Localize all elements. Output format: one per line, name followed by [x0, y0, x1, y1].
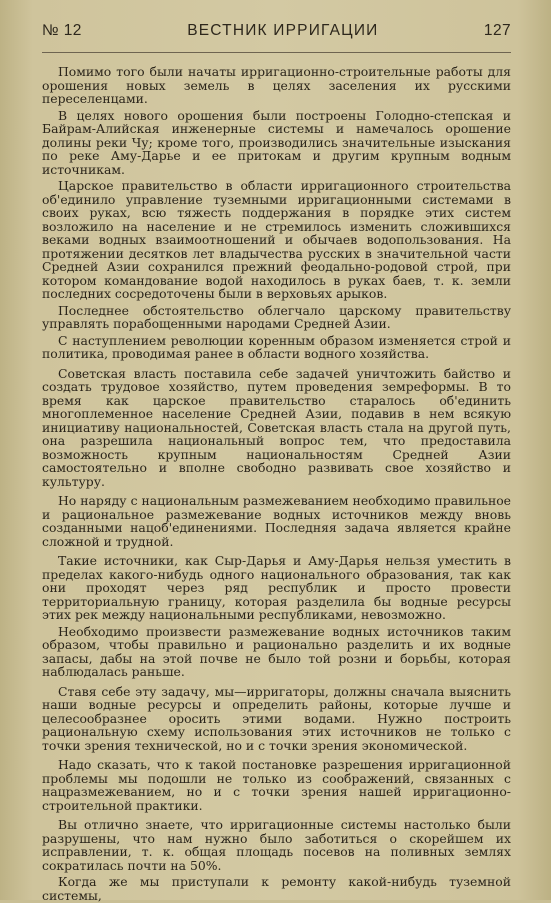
paragraph: Советская власть поставила себе задачей уничтожить байство и создать трудовое хозяйство, путем проведения земреформы. В то время как царское правительство старалось об'единить многоплеменное население Средней Азии, подавив в нем всякую инициативу национальностей, Советская власть стала на другой путь, она разрешила национальный вопрос тем, что предоставила возможность крупным национальностям Средней Азии самостоятельно и вполне свободно развивать свое хозяйство и культуру. — [42, 365, 511, 489]
paragraph: Но наряду с национальным размежеванием необходимо правильное и рациональное размежевание водных источников между вновь созданными нацоб'единениями. Последняя задача является крайне сложной и трудной. — [42, 493, 511, 549]
article-body — [42, 53, 511, 902]
paragraph: Царское правительство в области ирригационного строительства об'единило управление туземными ирригационными системами в своих руках, всю тяжесть поддержания в порядке этих систем возложило на население и не стремилось изменить сложившихся веками водных взаимоотношений и обычаев водопользования. На протяжении десятков лет владычества русских в значительной части Средней Азии сохранился прежний феодально-родовой строй, при котором командование водой находилось в руках баев, т. к. земли последних сосредоточены были в верховьях арыков. — [42, 178, 511, 301]
paragraph: С наступлением революции коренным образом изменяется строй и политика, проводимая ранее в области водного хозяйства. — [42, 332, 511, 361]
running-header — [42, 22, 511, 53]
paragraph: Ставя себе эту задачу, мы—ирригаторы, должны сначала выяснить наши водные ресурсы и определить районы, которые лучше и целесообразнее оросить этими водами. Нужно построить рациональную схему использования этих источников не только с точки зрения технической, но и с точки зрения экономической. — [42, 683, 511, 753]
paragraph: Последнее обстоятельство облегчало царскому правительству управлять порабощенными народами Средней Азии. — [42, 302, 511, 331]
paragraph: В целях нового орошения были построены Голодно-степская и Байрам-Алийская инженерные системы и намечалось орошение долины реки Чу; кроме того, производились значительные изыскания по реке Аму-Дарье и ее притокам и другим крупным водным источникам. — [42, 107, 511, 177]
paragraph: Вы отлично знаете, что ирригационные системы настолько были разрушены, что нам нужно было заботиться о скорейшем их исправлении, т. к. общая площадь посевов на поливных землях сократилась почти на 50%. — [42, 817, 511, 873]
paragraph: Когда же мы приступали к ремонту какой-нибудь туземной системы, — [42, 874, 511, 903]
paragraph: Такие источники, как Сыр-Дарья и Аму-Дарья нельзя уместить в пределах какого-нибудь одного национального образования, так как они проходят через ряд республик и просто провести территориальную границу, которая разделила бы водные ресурсы этих рек между национальными республиками, невозможно. — [42, 553, 511, 622]
journal-title: ВЕСТНИК ИРРИГАЦИИ — [187, 22, 379, 39]
paragraph: Помимо того были начаты ирригационно-строительные работы для орошения новых земель в целях заселения их русскими переселенцами. — [42, 64, 511, 106]
page-number: 127 — [483, 22, 511, 39]
paragraph: Надо сказать, что к такой постановке разрешения ирригационной проблемы мы подошли не только из соображений, связанных с нацразмежеванием, но и с точки зрения нашей ирригационно-строительной практики. — [42, 757, 511, 813]
paragraph: Необходимо произвести размежевание водных источников таким образом, чтобы правильно и рационально разделить и их водные запасы, дабы на этой почве не было той розни и борьбы, которая наблюдалась раньше. — [42, 623, 511, 679]
issue-number: № 12 — [42, 22, 82, 39]
